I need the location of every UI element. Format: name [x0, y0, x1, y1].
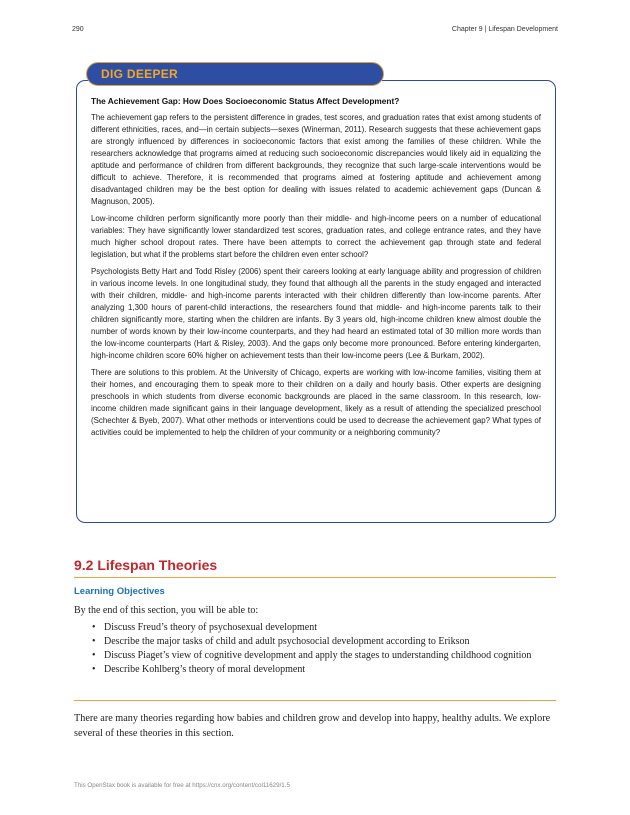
section-heading: 9.2 Lifespan Theories — [74, 557, 218, 573]
objective-text: Discuss Piaget’s view of cognitive development and apply the stages to understanding childhood cognition — [104, 650, 532, 661]
footer-text: This OpenStax book is available for free at https://cnx.org/content/col11629/1.5 — [74, 782, 290, 789]
list-item — [92, 663, 532, 677]
learning-objectives-heading: Learning Objectives — [74, 586, 165, 597]
list-item — [92, 649, 532, 663]
bullet: • — [92, 650, 96, 661]
dig-deeper-paragraph: There are solutions to this problem. At the University of Chicago, experts are working with low-income families, visiting them at their homes, and encouraging them to speak more to their children on a daily and hourly basis. Other experts are designing preschools in which students from diverse economic backgrounds are placed in the same classroom. In this research, low-income children made significant gains in their language development, likely as a result of attending the specialized preschool (Schechter & Byeb, 2007). What other methods or interventions could be used to decrease the achievement gap? What types of activities could be implemented to help the children of your community or a neighboring community? — [91, 368, 541, 437]
objective-text: Discuss Freud’s theory of psychosexual development — [104, 622, 318, 633]
bullet: • — [92, 622, 96, 633]
dig-deeper-content — [91, 96, 541, 444]
dig-deeper-tab — [86, 62, 384, 86]
dig-deeper-paragraph: Low-income children perform significantly more poorly than their middle- and high-income peers on a number of educational variables: They have significantly lower standardized test scores, graduation rates, and college entrance rates, and they have much higher school dropout rates. There have been attempts to correct the achievement gap through state and federal legislation, but what if the problems start before the children even enter school? — [91, 214, 541, 259]
dig-deeper-label: DIG DEEPER — [101, 67, 179, 81]
running-head: Chapter 9 | Lifespan Development — [451, 26, 558, 33]
learning-objectives-list — [92, 621, 532, 677]
section-body: There are many theories regarding how babies and children grow and develop into happy, healthy adults. We explore several of these theories in this section. — [74, 713, 551, 739]
page-number: 290 — [72, 26, 84, 33]
dig-deeper-paragraph: The achievement gap refers to the persistent difference in grades, test scores, and graduation rates that exist among students of different ethnicities, races, and—in certain subjects—sexes (Winerman, 2011). Research suggests that these achievement gaps are strongly influenced by differences in socioeconomic factors that exist among the families of these children. While the researchers acknowledge that programs aimed at reducing such socioeconomic discrepancies would likely aid in equalizing the aptitude and performance of children from different backgrounds, they recognize that such large-scale interventions would be difficult to achieve. Therefore, it is recommended that programs aimed at fostering aptitude and achievement among disadvantaged children may be the best option for dealing with issues related to academic achievement gaps (Duncan & Magnuson, 2005). — [91, 113, 541, 206]
dig-deeper-title: The Achievement Gap: How Does Socioeconomic Status Affect Development? — [91, 96, 400, 106]
objective-text: Describe Kohlberg’s theory of moral development — [104, 664, 306, 675]
bullet: • — [92, 664, 96, 675]
learning-objectives-intro: By the end of this section, you will be able to: — [74, 605, 259, 616]
objective-text: Describe the major tasks of child and adult psychosocial development according to Erikson — [104, 636, 470, 647]
dig-deeper-paragraph: Psychologists Betty Hart and Todd Risley (2006) spent their careers looking at early language ability and progression of children in various income levels. In one longitudinal study, they found that although all the parents in the study engaged and interacted with their children, middle- and high-income parents interacted with their children differently than low-income parents. After analyzing 1,300 hours of parent-child interactions, the researchers found that middle- and high-income parents talk to their children significantly more, starting when the children are infants. By 3 years old, high-income children knew almost double the number of words known by their low-income counterparts, and they had heard an estimated total of 30 million more words than the low-income counterparts (Hart & Risley, 2003). And the gaps only become more pronounced. Before entering kindergarten, high-income children score 60% higher on achievement tests than their low-income peers (Lee & Burkam, 2002). — [91, 267, 541, 360]
section-rule-top — [74, 577, 556, 578]
list-item — [92, 621, 532, 635]
section-rule-bottom — [74, 700, 556, 701]
list-item — [92, 635, 532, 649]
bullet: • — [92, 636, 96, 647]
